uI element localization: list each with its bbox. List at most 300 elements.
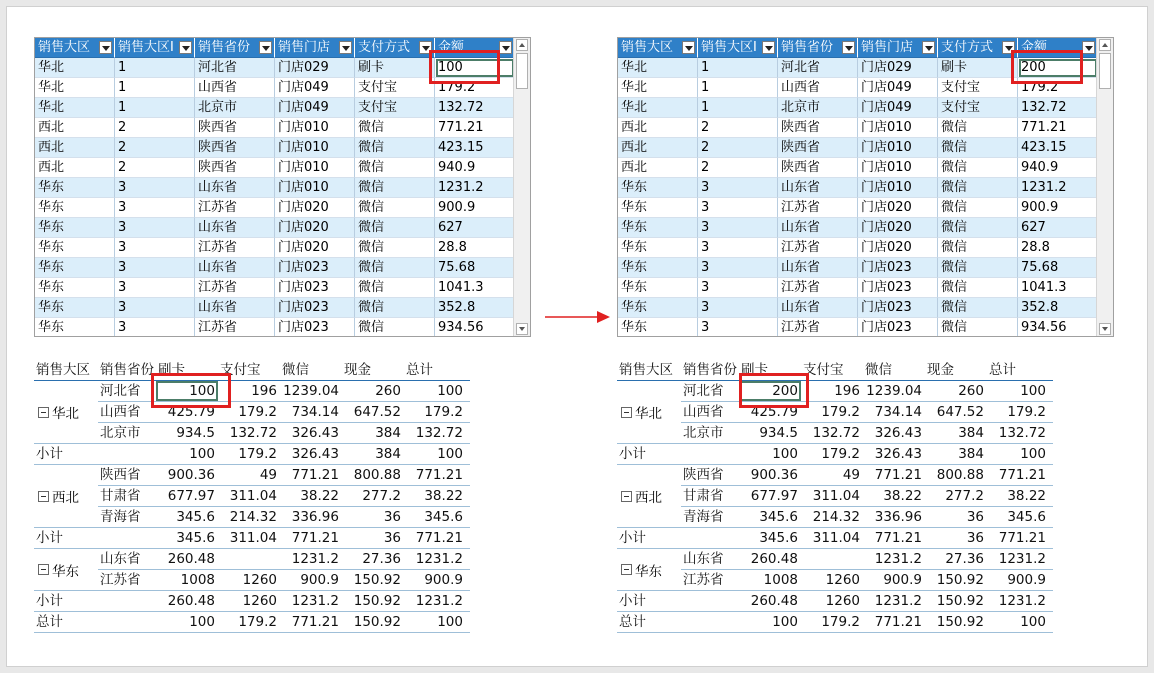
column-header-label: 销售大区I [701, 40, 757, 55]
pivot-subtotal-row [34, 591, 470, 612]
table-cell[interactable]: 门店010 [275, 178, 355, 198]
table-cell[interactable]: 微信 [938, 238, 1018, 258]
pivot-province-cell: 陕西省 [100, 467, 141, 483]
table-cell[interactable]: 陕西省 [778, 118, 858, 138]
table-cell[interactable]: 河北省 [778, 58, 858, 78]
table-cell[interactable]: 微信 [938, 318, 1018, 337]
filter-dropdown-icon[interactable] [339, 41, 352, 54]
table-cell[interactable]: 江苏省 [778, 278, 858, 298]
table-cell[interactable]: 微信 [938, 178, 1018, 198]
table-cell[interactable]: 山东省 [778, 218, 858, 238]
pivot-row [617, 465, 1053, 486]
pivot-value-cell: 677.97 [167, 488, 215, 504]
selected-amount-cell[interactable]: 100 [435, 58, 515, 78]
table-cell[interactable]: 西北 [35, 158, 115, 178]
table-cell[interactable]: 门店023 [858, 318, 938, 337]
table-cell[interactable]: 3 [115, 258, 195, 278]
table-cell[interactable]: 华东 [35, 218, 115, 238]
table-cell[interactable]: 179.2 [435, 78, 515, 98]
pivot-region-label[interactable] [617, 549, 681, 590]
pivot-row [34, 381, 470, 402]
table-cell[interactable]: 门店020 [275, 238, 355, 258]
filter-dropdown-icon[interactable] [99, 41, 112, 54]
table-cell[interactable]: 华东 [35, 178, 115, 198]
table-cell[interactable]: 1 [115, 98, 195, 118]
table-cell[interactable]: 934.56 [1018, 318, 1098, 337]
filter-dropdown-icon[interactable] [499, 41, 512, 54]
table-cell[interactable]: 西北 [618, 138, 698, 158]
table-cell[interactable]: 门店010 [858, 138, 938, 158]
table-cell[interactable]: 微信 [355, 298, 435, 318]
pivot-table-before [34, 360, 470, 633]
table-cell[interactable]: 3 [115, 278, 195, 298]
pivot-value-cell: 277.2 [945, 488, 984, 504]
table-cell[interactable]: 940.9 [1018, 158, 1098, 178]
table-cell[interactable]: 河北省 [195, 58, 275, 78]
table-cell[interactable]: 3 [698, 178, 778, 198]
table-cell[interactable]: 华东 [35, 238, 115, 258]
scroll-up-icon[interactable] [516, 39, 528, 51]
pivot-column-header: 现金 [927, 362, 954, 378]
table-cell[interactable]: 门店029 [275, 58, 355, 78]
table-cell[interactable]: 华东 [35, 278, 115, 298]
table-cell[interactable]: 华东 [35, 258, 115, 278]
pivot-value-cell: 260.48 [750, 551, 798, 567]
pivot-value-cell: 771.21 [291, 467, 339, 483]
table-cell[interactable]: 门店023 [858, 298, 938, 318]
column-header-label: 支付方式 [941, 40, 994, 55]
empty-cell [98, 591, 156, 611]
table-row [618, 298, 1098, 318]
table-cell[interactable]: 华东 [35, 298, 115, 318]
table-cell[interactable]: 627 [435, 218, 515, 238]
table-cell[interactable]: 门店020 [858, 238, 938, 258]
pivot-value-cell: 1239.04 [283, 383, 339, 399]
pivot-region-label[interactable] [617, 465, 681, 527]
pivot-region-label[interactable] [617, 381, 681, 443]
table-cell[interactable]: 门店023 [275, 278, 355, 298]
pivot-value-cell: 1231.2 [874, 551, 922, 567]
table-cell[interactable]: 门店023 [275, 318, 355, 337]
pivot-province-cell: 甘肃省 [100, 488, 141, 504]
collapse-icon[interactable] [621, 564, 632, 575]
right-arrow-icon [545, 310, 610, 324]
subtotal-label: 小计 [619, 446, 646, 462]
table-cell[interactable]: 门店010 [858, 158, 938, 178]
table-cell[interactable]: 1231.2 [1018, 178, 1098, 198]
table-cell[interactable]: 华北 [35, 78, 115, 98]
column-header-label: 销售省份 [781, 40, 834, 55]
collapse-icon[interactable] [38, 407, 49, 418]
scroll-down-icon[interactable] [516, 323, 528, 335]
table-cell[interactable]: 微信 [355, 218, 435, 238]
table-cell[interactable]: 华东 [618, 298, 698, 318]
filter-dropdown-icon[interactable] [842, 41, 855, 54]
table-cell[interactable]: 门店020 [858, 218, 938, 238]
pivot-value-cell: 150.92 [353, 572, 401, 588]
pivot-region-label[interactable] [34, 549, 98, 590]
scroll-thumb[interactable] [1099, 53, 1111, 89]
pivot-region-label[interactable] [34, 465, 98, 527]
table-cell[interactable]: 西北 [35, 118, 115, 138]
subtotal-value: 1231.2 [415, 593, 463, 609]
table-cell[interactable]: 山东省 [195, 218, 275, 238]
selected-amount-cell[interactable]: 200 [1018, 58, 1098, 78]
table-cell[interactable]: 75.68 [435, 258, 515, 278]
table-cell[interactable]: 门店049 [858, 98, 938, 118]
pivot-value-cell: 38.22 [424, 488, 463, 504]
table-cell[interactable]: 门店020 [858, 198, 938, 218]
table-cell[interactable]: 刷卡 [938, 58, 1018, 78]
column-header[interactable] [698, 38, 778, 58]
table-cell[interactable]: 627 [1018, 218, 1098, 238]
table-cell[interactable]: 132.72 [1018, 98, 1098, 118]
table-cell[interactable]: 3 [115, 238, 195, 258]
table-cell[interactable]: 微信 [938, 218, 1018, 238]
table-cell[interactable]: 华东 [35, 198, 115, 218]
table-cell[interactable]: 华北 [618, 98, 698, 118]
table-cell[interactable]: 3 [698, 218, 778, 238]
table-cell[interactable]: 2 [115, 158, 195, 178]
table-cell[interactable]: 门店010 [858, 118, 938, 138]
table-cell[interactable]: 1 [698, 98, 778, 118]
filter-dropdown-icon[interactable] [1082, 41, 1095, 54]
pivot-value-cell: 934.5 [759, 425, 798, 441]
table-cell[interactable]: 门店010 [275, 118, 355, 138]
pivot-value-cell: 132.72 [229, 425, 277, 441]
table-cell[interactable]: 山东省 [778, 298, 858, 318]
table-cell[interactable]: 门店010 [275, 158, 355, 178]
total-value: 100 [772, 614, 798, 630]
table-cell[interactable]: 28.8 [435, 238, 515, 258]
table-cell[interactable]: 1041.3 [1018, 278, 1098, 298]
empty-cell [98, 444, 156, 464]
table-cell[interactable]: 门店020 [275, 198, 355, 218]
table-cell[interactable]: 门店023 [858, 278, 938, 298]
table-cell[interactable]: 陕西省 [195, 138, 275, 158]
table-cell[interactable]: 3 [698, 278, 778, 298]
table-cell[interactable]: 江苏省 [195, 278, 275, 298]
table-cell[interactable]: 微信 [355, 138, 435, 158]
pivot-value-cell: 345.6 [424, 509, 463, 525]
pivot-value-cell: 647.52 [936, 404, 984, 420]
table-cell[interactable]: 支付宝 [355, 98, 435, 118]
table-cell[interactable]: 微信 [355, 198, 435, 218]
pivot-region-name: 华北 [635, 406, 662, 422]
pivot-value-cell: 800.88 [353, 467, 401, 483]
table-cell[interactable]: 3 [115, 178, 195, 198]
pivot-region-name: 华东 [52, 563, 79, 580]
table-cell[interactable]: 2 [698, 138, 778, 158]
pivot-row [617, 549, 1053, 570]
table-cell[interactable]: 771.21 [1018, 118, 1098, 138]
table-cell[interactable]: 423.15 [1018, 138, 1098, 158]
table-cell[interactable]: 山东省 [195, 258, 275, 278]
table-cell[interactable]: 江苏省 [195, 318, 275, 337]
subtotal-value: 384 [958, 446, 984, 462]
pivot-value-cell: 150.92 [936, 572, 984, 588]
pivot-row [34, 507, 470, 528]
table-cell[interactable]: 75.68 [1018, 258, 1098, 278]
pivot-subtotal-row [617, 444, 1053, 465]
pivot-region-name: 西北 [52, 490, 79, 506]
empty-cell [98, 528, 156, 548]
table-cell[interactable]: 771.21 [435, 118, 515, 138]
table-cell[interactable]: 门店049 [275, 78, 355, 98]
table-cell[interactable]: 3 [115, 198, 195, 218]
table-cell[interactable]: 1 [698, 58, 778, 78]
pivot-value-cell: 345.6 [176, 509, 215, 525]
table-cell[interactable]: 华东 [618, 218, 698, 238]
table-cell[interactable]: 山东省 [778, 258, 858, 278]
table-cell[interactable]: 门店010 [275, 138, 355, 158]
table-cell[interactable]: 支付宝 [938, 78, 1018, 98]
table-cell[interactable]: 山东省 [778, 178, 858, 198]
pivot-value-cell: 260 [375, 383, 401, 399]
table-cell[interactable]: 352.8 [1018, 298, 1098, 318]
table-cell[interactable]: 微信 [938, 198, 1018, 218]
table-cell[interactable]: 支付宝 [938, 98, 1018, 118]
pivot-value-cell: 132.72 [812, 425, 860, 441]
table-cell[interactable]: 江苏省 [195, 238, 275, 258]
table-cell[interactable]: 华北 [618, 58, 698, 78]
table-cell[interactable]: 华东 [35, 318, 115, 337]
table-cell[interactable]: 微信 [938, 138, 1018, 158]
table-cell[interactable]: 423.15 [435, 138, 515, 158]
empty-cell [681, 528, 739, 548]
table-cell[interactable]: 934.56 [435, 318, 515, 337]
table-cell[interactable]: 华北 [35, 98, 115, 118]
pivot-value-cell: 1260 [825, 572, 860, 588]
column-header[interactable] [938, 38, 1018, 58]
table-cell[interactable]: 支付宝 [355, 78, 435, 98]
scroll-up-icon[interactable] [1099, 39, 1111, 51]
column-header[interactable] [858, 38, 938, 58]
table-cell[interactable]: 门店049 [275, 98, 355, 118]
pivot-selected-cell: 100 [156, 381, 218, 401]
filter-dropdown-icon[interactable] [762, 41, 775, 54]
table-cell[interactable]: 北京市 [778, 98, 858, 118]
table-cell[interactable]: 微信 [355, 258, 435, 278]
pivot-value-cell: 326.43 [291, 425, 339, 441]
table-cell[interactable]: 门店010 [858, 178, 938, 198]
subtotal-value: 100 [772, 446, 798, 462]
table-cell[interactable]: 刷卡 [355, 58, 435, 78]
table-cell[interactable]: 陕西省 [778, 158, 858, 178]
column-header[interactable] [355, 38, 435, 58]
table-cell[interactable]: 江苏省 [778, 238, 858, 258]
table-cell[interactable]: 微信 [938, 298, 1018, 318]
table-cell[interactable]: 微信 [355, 118, 435, 138]
table-cell[interactable]: 3 [698, 238, 778, 258]
empty-cell [681, 612, 739, 632]
table-cell[interactable]: 陕西省 [195, 118, 275, 138]
table-cell[interactable]: 江苏省 [778, 198, 858, 218]
table-cell[interactable]: 179.2 [1018, 78, 1098, 98]
collapse-icon[interactable] [38, 491, 49, 502]
pivot-value-cell: 1260 [242, 572, 277, 588]
table-cell[interactable]: 3 [698, 258, 778, 278]
pivot-region-label[interactable] [34, 381, 98, 443]
subtotal-label: 小计 [36, 593, 63, 609]
table-cell[interactable]: 微信 [355, 318, 435, 337]
pivot-value-cell: 196 [834, 383, 860, 399]
pivot-value-cell: 214.32 [812, 509, 860, 525]
table-row [35, 118, 515, 138]
subtotal-value: 311.04 [229, 530, 277, 546]
filter-dropdown-icon[interactable] [179, 41, 192, 54]
vertical-scrollbar[interactable] [513, 38, 530, 336]
table-cell[interactable]: 3 [115, 298, 195, 318]
column-header-label: 销售大区 [621, 40, 674, 55]
total-value: 150.92 [353, 614, 401, 630]
table-cell[interactable]: 1 [115, 58, 195, 78]
pivot-row [34, 549, 470, 570]
table-cell[interactable]: 陕西省 [195, 158, 275, 178]
pivot-value-cell [218, 549, 280, 569]
table-cell[interactable]: 华东 [618, 318, 698, 337]
scroll-down-icon[interactable] [1099, 323, 1111, 335]
table-cell[interactable]: 门店023 [858, 258, 938, 278]
table-row [35, 238, 515, 258]
collapse-icon[interactable] [621, 491, 632, 502]
table-cell[interactable]: 1231.2 [435, 178, 515, 198]
table-cell[interactable]: 352.8 [435, 298, 515, 318]
filter-dropdown-icon[interactable] [682, 41, 695, 54]
table-cell[interactable]: 山西省 [195, 78, 275, 98]
table-cell[interactable]: 门店023 [275, 258, 355, 278]
table-cell[interactable]: 微信 [355, 238, 435, 258]
table-cell[interactable]: 山东省 [195, 298, 275, 318]
pivot-province-cell: 山西省 [683, 404, 724, 420]
table-cell[interactable]: 微信 [355, 178, 435, 198]
table-cell[interactable]: 华东 [618, 278, 698, 298]
pivot-value-cell: 734.14 [291, 404, 339, 420]
table-cell[interactable]: 3 [115, 218, 195, 238]
table-row [618, 258, 1098, 278]
scroll-thumb[interactable] [516, 53, 528, 89]
table-cell[interactable]: 微信 [938, 258, 1018, 278]
pivot-value-cell: 132.72 [415, 425, 463, 441]
pivot-value-cell: 311.04 [812, 488, 860, 504]
pivot-value-cell: 425.79 [167, 404, 215, 420]
table-cell[interactable]: 940.9 [435, 158, 515, 178]
table-cell[interactable]: 华北 [618, 78, 698, 98]
pivot-row [617, 423, 1053, 444]
pivot-group-0 [34, 381, 470, 444]
table-cell[interactable]: 西北 [35, 138, 115, 158]
table-row [35, 138, 515, 158]
pivot-column-header: 支付宝 [220, 362, 261, 378]
table-cell[interactable]: 华东 [618, 238, 698, 258]
table-cell[interactable]: 3 [115, 318, 195, 337]
table-cell[interactable]: 门店023 [275, 298, 355, 318]
table-cell[interactable]: 微信 [938, 278, 1018, 298]
total-value: 179.2 [238, 614, 277, 630]
table-cell[interactable]: 北京市 [195, 98, 275, 118]
pivot-value-cell [801, 549, 863, 569]
table-cell[interactable]: 1 [115, 78, 195, 98]
table-cell[interactable]: 华东 [618, 178, 698, 198]
pivot-region-name: 西北 [635, 490, 662, 506]
table-cell[interactable]: 门店049 [858, 78, 938, 98]
table-cell[interactable]: 山西省 [778, 78, 858, 98]
table-cell[interactable]: 西北 [618, 158, 698, 178]
subtotal-value: 771.21 [998, 530, 1046, 546]
pivot-value-cell: 100 [1020, 383, 1046, 399]
table-cell[interactable]: 900.9 [1018, 198, 1098, 218]
pivot-value-cell: 900.36 [167, 467, 215, 483]
table-cell[interactable]: 1 [698, 78, 778, 98]
collapse-icon[interactable] [621, 407, 632, 418]
column-header-label: 金额 [1021, 40, 1048, 55]
column-header[interactable] [778, 38, 858, 58]
column-header[interactable] [35, 38, 115, 58]
subtotal-value: 179.2 [238, 446, 277, 462]
filter-dropdown-icon[interactable] [259, 41, 272, 54]
pivot-province-cell: 河北省 [100, 383, 141, 399]
pivot-column-header: 销售大区 [36, 362, 90, 378]
pivot-value-cell: 49 [842, 467, 860, 483]
table-cell[interactable]: 3 [698, 318, 778, 337]
filter-dropdown-icon[interactable] [922, 41, 935, 54]
table-cell[interactable]: 微信 [355, 278, 435, 298]
table-cell[interactable]: 2 [698, 118, 778, 138]
table-cell[interactable]: 门店029 [858, 58, 938, 78]
table-cell[interactable]: 3 [698, 198, 778, 218]
table-cell[interactable]: 微信 [355, 158, 435, 178]
table-cell[interactable]: 2 [115, 118, 195, 138]
table-cell[interactable]: 门店020 [275, 218, 355, 238]
subtotal-value: 345.6 [176, 530, 215, 546]
table-cell[interactable]: 132.72 [435, 98, 515, 118]
table-row [618, 198, 1098, 218]
table-cell[interactable]: 西北 [618, 118, 698, 138]
column-header[interactable] [115, 38, 195, 58]
pivot-row [617, 381, 1053, 402]
column-header[interactable] [618, 38, 698, 58]
table-cell[interactable]: 江苏省 [778, 318, 858, 337]
table-cell[interactable]: 华东 [618, 198, 698, 218]
pivot-province-cell: 江苏省 [100, 572, 141, 588]
table-row [35, 198, 515, 218]
table-cell[interactable]: 山东省 [195, 178, 275, 198]
collapse-icon[interactable] [38, 564, 49, 575]
table-cell[interactable]: 江苏省 [195, 198, 275, 218]
table-cell[interactable]: 1041.3 [435, 278, 515, 298]
pivot-column-header: 支付宝 [803, 362, 844, 378]
table-cell[interactable]: 2 [698, 158, 778, 178]
table-cell[interactable]: 2 [115, 138, 195, 158]
column-header[interactable] [195, 38, 275, 58]
column-header-label: 销售门店 [861, 40, 914, 55]
table-cell[interactable]: 3 [698, 298, 778, 318]
table-cell[interactable]: 陕西省 [778, 138, 858, 158]
table-row [35, 98, 515, 118]
table-cell[interactable]: 华北 [35, 58, 115, 78]
table-cell[interactable]: 微信 [938, 118, 1018, 138]
vertical-scrollbar[interactable] [1096, 38, 1113, 336]
pivot-subtotal-row [617, 591, 1053, 612]
pivot-province-cell: 青海省 [100, 509, 141, 525]
table-cell[interactable]: 28.8 [1018, 238, 1098, 258]
table-row [618, 98, 1098, 118]
pivot-subtotal-row [34, 444, 470, 465]
table-cell[interactable]: 900.9 [435, 198, 515, 218]
table-cell[interactable]: 微信 [938, 158, 1018, 178]
column-header[interactable] [275, 38, 355, 58]
table-cell[interactable]: 华东 [618, 258, 698, 278]
